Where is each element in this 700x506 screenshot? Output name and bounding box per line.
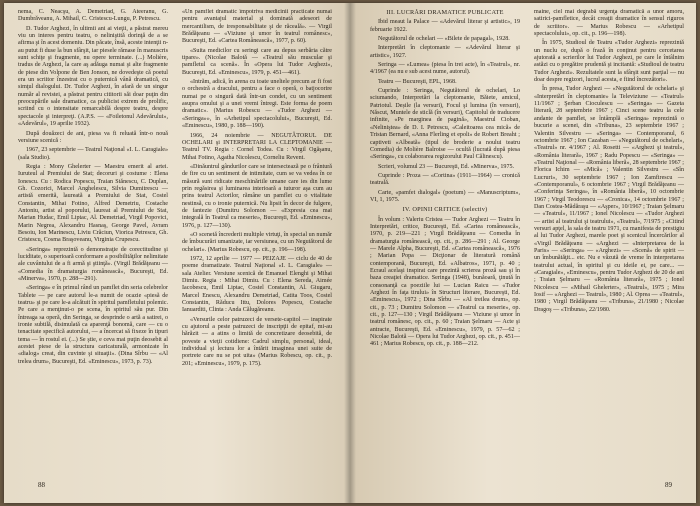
paragraph: Interpretări în cleptomanie — «Adevărul literar şi artistic», 1927. [370, 45, 520, 59]
paragraph: «Seringa» reprezintă o demonstraţie de corectitudine şi luciditate, o superioară conformare a posibilităţilor nelimitate ale cuvântului de a fi armă şi ştiinţă». (Virgil Brădăţeanu — «Comedia în dramaturgia românească», Bucureşti, Ed. «Minerva», 1970, p. 288—291). [18, 246, 168, 283]
paragraph: 1972, 12 aprilie — 1977 — PEIZAJE — ciclu de 40 de poeme dramatizate. Teatrul Naţional «I. L. Caragiale» — sala Atelier. Versiune scenică de Emanuel Elenghi şi Mihai Dimiu. Regia : Mihai Dimiu. Cu : Elena Sereda, Aimée Iacobescu, Emil Liptac, Costel Constantin, Al. Giugaru, Marcel Enescu, Alexandru Demetriad, Catita Toos, Costel Constantin, Răducu Ittu, Dolores Popescu, Costache Ianuarditi, Clinta : Anda Călugăreanu. [182, 256, 332, 314]
paragraph: 1967, 23 septembrie — Teatrul Naţional «I. L. Caragiale» (sala Studio). [18, 147, 168, 161]
left-page [4, 3, 350, 503]
paragraph: În 1975, Studioul de Teatru «Tudor Arghezi» reprezintă un nuclu ce, după o frază în conţinut pentru cercetarea ajutorată a scrierilor lui Tudor Arghezi, pe care le întâlnim astăzi cu o pregătire prudentă şi incitantă: «Studioul de teatru Tudor Arghezi». Rezultatele sunt la sfârşit sunt parţial — nu doar despre regizori, lucrul acesta, e fiind încrezători». [534, 40, 684, 84]
paragraph: După douăzeci de ani, piesa va fi reluată într-o nouă versiune scenică : [18, 130, 168, 144]
paragraph: «Versurile celor patruzeci de versete-capitol — inspirate cu ajutorul a peste patruzeci de inscripţii de epitaf, mi-au hărăzit — a atins o limită de concretizare deosebită, de poveste a vieţii cotidiene: Cadrul simplu, personal, ideal, individual şi lectura lor a întărit imaginea unei suite de portrete care nu se pot uita» (Marius Robescu, op. cit., p. 201; «Eminescu», 1979, p. 175). [182, 316, 332, 367]
paragraph: 1966, 24 noiembrie — NEGUTĂTORUL DE OCHELARI şi INTERPRETARI LA CLEPTOMANIE — Teatrul TV. Regia : Cornel Todea. Cu : Virgil Ogăşanu, Mihai Fotino, Agatha Nicolescu, Corneliu Revent. [182, 132, 332, 161]
paragraph: «Seringa» e în primul rând un pamflet din seria celebrelor Tablete — pe care autorul le-a numit de ocazie «piesă de teatru» şi pe care le-a alcătuit în spiritul pamfletului polemic. Pe care a menţinut-o pe scena, în spiritul său pur. Din întreaga sa operă, din Seringa, se desprinde o artă a satirei, o ironie subtilă, disimulată ca aparenţă bonomă, care — cu o tenacitate specifică autorului, — a încercat să fixeze în tipuri tema — în rostul ei. (...) Se ştie, e ceva mai puţin deosebit al acestei piese de la structura caricaturală, armonizate în «dialog» creat, din cuvinte şi situaţii». (Dina Sîrbu — «Al trelea drum», Bucureşti, Ed. «Eminescu», 1973, p. 73). [18, 285, 168, 365]
paragraph: maine, ciel mai degrabă urgenţa dramatică a unor amoru, satirici-pamfletice, decât creaţii dramatice în sensul riguros de scriitor». — Marius Robescu — «Arhetipul spectacolului», op. cit., p. 196—198). [534, 9, 684, 38]
paragraph: În volum : Valeriu Cristea — Tudor Arghezi — Teatru în Interpretări, critice, Bucureşti, Ed. «Cartea românească», 1970, p. 219—221 ; Virgil Brădăţeanu — Comedia în dramaturgia românească, op. cit., p. 286—291 ; Al. George — Marele Alpha, Bucureşti, Ed. «Cartea românească», 1976 ; Marian Popa — Dicţionar de literatură română contemporană, Bucureşti, Ed. «Albatros», 1971, p. 40 ; Ecraul acelaşi inspirat care prezintă scrierea proză sau şi în baza creaţiei dramatice. Seringa (1948), bunăoară, ţinută în consonanţă ca poeziile lui — Lucian Raicu — «Tudor Arghezi în faţa tirului» în Structuri literare, Bucureşti, Ed. «Eminescu», 1972 ; Dina Sîrbu — «Al treilea drum», op. cit., p. 73 ; Dumitru Solomon — «Teatrul ca meserie», op. cit., p. 127—130 ; Virgil Brădăţeanu — Viziune şi umor în teatrul românesc, op. cit., p. 60 ; Traian Şelmaru — Acte şi antracte, Bucureşti, Ed. «Eminescu», 1979, p. 57—62 ; Nicolae Balotă — Opera lui Tudor Arghezi, op. cit., p. 451—461 ; Marius Robescu, op. cit., p. 188—212. [370, 216, 520, 348]
book-spread [4, 3, 696, 503]
left-column-1 [18, 9, 168, 489]
paragraph: «O scenetă încrederii multiple virtuţi, în special un număr de îmbucurări umanizate, iar versiunea, cu un Negutătorul de ochelari». (Marius Robescu, op. cit., p. 196—198). [182, 231, 332, 253]
section-heading: IV. OPINII CRITICE (selectiv) [402, 206, 488, 214]
book-gutter [344, 3, 356, 503]
paragraph: D. Tudor Arghezi, în ultimii ani ai vieţii, a păstrat mereu viu un interes pentru teatru, o neliniştită dorinţă de a se afirma şi în acest domeniu. Din păcate, însă, aceste intenţii n-au putut fi duse la bun sfârşit, iar piesele rămase în manuscris sunt schiţe şi fragmente, nu opere terminate. (...) Molière, tradus de Arghezi, la care aş adăuga numai şi alte fragmente de piese din Volpone de Ben Jonson, ne dovedeşte că poetul era un scriitor înzestrat cu o puternică vână dramatică, cu simţul dialogului. Dr. Tudor Arghezi, în afară de un singur număr al revistei, a păstrat pentru cititorii săi doar puţin din preocupările sale dramatice, ca publicist extrem de prolific, scriind cu o intensitate remarcabilă despre teatru, despre spectacole şi interpreţi. (A.P.S. — «Foiletonul Adevărului», «Adevărul», 19 aprilie 1932). [18, 25, 168, 128]
paragraph: Teatru — Bucureşti, EPL, 1968. [378, 78, 457, 85]
left-column-2 [182, 9, 332, 489]
paragraph: Negutătorul de ochelari — «Bilete de papagal», 1928. [378, 36, 510, 43]
paragraph: «Intrăm, adică, în arena cu toate uneltele precum ar fi fost o orchestră a dracului, pentru a face o operă, o batjocorire numai pe o singură dată într-un condei, cu un sentiment asupra omului şi a unei vremi întregi. Este forma de poem dramatic». (Marius Robescu — «Tudor Arghezi — «Seringa»», în «Arhetipul spectacolului», Bucureşti, Ed. «Eminescu», 1980, p. 188—190). [182, 79, 332, 130]
paragraph: Cuprinde : Proza — «Cortina» (1911—1964) — cronică teatrală. [370, 172, 520, 187]
right-page [350, 3, 696, 503]
paragraph: «Un pamflet dramatic împotriva medicinii practicate numai pentru avantajul material şi dominată adeseori de mercantilism, de iresponsabilitate şi de răceală». — Virgil Brădăţeanu — «Viziune şi umor în teatrul românesc», Bucureşti, Ed. «Cartea Românească», 1977, p. 60). [182, 9, 332, 45]
paragraph: Seringa — «Lumea» (piesa în trei acte), în «Teatrul», nr. 4/1967 (ea nu e sub acest nume, autorul). [370, 62, 520, 76]
paragraph: În presa, Tudor Arghezi — «Negutătorul de ochelari» şi «Interpretări în cleptomanie» la Televiziune — «Teatrul» 11/1967 ; Şerban Cioculescu — «Seringa» — Gazeta literară, 28 septembrie 1967 ; Cinci scene teatru la cele andante de pamflet, se întâmplă «Seringa» reprezintă o bucurie a scenei, din «Tribuna», 23 septembrie 1967 ; Valentin Silvestru — «Seringa» — Contemporanul, 6 octombrie 1967 ; Ion Cazaban — «Negutătorul de ochelari», «Teatrul» nr. 4/1967 ; Al. Rosetti — «Arghezi şi teatrul», «România literară», 1967 ; Radu Popescu — «Seringa» — «Teatrul Naţional — «România liberă», 28 septembrie 1967 ; Florica Ichim — «Mică» ; Valentin Silvestru — «Sîn Lucruri», 30 septembrie 1967 ; Ion Zamfirescu — «Contemporanul», 6 octombrie 1967 ; Virgil Brădăţeanu — «Conferinţa Seringa», în «România liberă», 10 octombrie 1967 ; Virgil Teodorescu — «Cronica», 14 octombrie 1967 ; Dan Costea-Mădăraşu — «Aşper», 10/1967 ; Traian Şelmaru — «Teatrul», 11/1967 ; Ionel Nicolescu — «Tudor Arghezi — artist al teatrului şi teatrului», «Teatrul», 7/1975 ; «Citind versuri apţel, la sala de teatru 1971, cu manifesta de prestigiu al lui Tudor Arghezi, marele poet şi scenicul încercărilor al «Virgil Brădăţeanu — «Arghezi — «Interpretarea de la Paris» — «Seringa» — «Arghezi» — «Scenă» de spirit — un îmbunătăţit... etc. Nu e văzută de vreme în interpretarea teatrului actual, în spiritul şi cu ideile ei, pe care... — «Caragiale», «Eminescu», pentru Tudor Arghezi de 20 de ani ; Traian Şelmaru — «România literară», 1975 ; Ionel Nicolescu — «Mihail Ghelerter», «Teatrul», 1975 ; Mira Iosif — «Arghezi — Teatrul», 1980 ; Al. Oprea — «Teatrul», 1980 ; Virgil Brădăţeanu — «Tribuna», 21/1980 ; Nicolae Dragoş — «Tribuna», 22/1980. [534, 86, 684, 313]
right-column-1 [370, 9, 520, 489]
paragraph: Scrieri, volumul 23 — Bucureşti, Ed. «Minerva», 1975. [378, 163, 515, 170]
right-column-2 [534, 9, 684, 489]
page-number: 88 [38, 481, 45, 489]
section-heading: III. LUCRĂRI DRAMATICE PUBLICATE [386, 9, 504, 16]
paragraph: «Suita medicilor cu seringi care au depus serbăria către tipare». (Nicolae Balotă — «Teatrul său muscular şi pamfletul ca scenă». În «Opera lui Tudor Arghezi», Bucureşti, Ed. «Eminescu», 1979, p. 451—461). [182, 47, 332, 76]
paragraph: Cuprinde : Seringa, Negutătorul de ochelari, Lo sciumando, Interpretări la cleptomanie, Băiete, amicul, Patriotul. Deșile (la versuri), Focul şi lumina (în versuri), Născut, Muntele de sticlă (în versuri), Capitolul de traducere infinite, «Pe marginea de pagină», Maestrul Cioban, «Neliniştea» de D. I. Petrescu, «Caleitoarea cea mică» de Tristan Bernard, «Anna Flerling et epoli» de Robert Breaht ; captiveti «Albeată» (tipul de broderie a noului teatru Comedia) de Molière Balroise — ocultă (lucrată după piesa «Seringa», cu colaborarea regizorului Paul Călinescu). [370, 88, 520, 161]
paragraph: Regia : Mony Ghelerter — Maestru emerit al artei. Iuruteul al Premiului de Stat; decoruri şi costume : Elena Ionescu. Cu : Rodica Popescu, Traian Stănescu, C. Duplan, Gh. Cozorici, Marcel Anghelescu, Silvia Dumitrescu — artistă emerită, laureată a Premiului de Stat, Costel Constantin, Mihai Fotino, Alfred Demetriu, Costache Antoniu, artist al poporului, laureat al Premiului de Stat, Marian Hudac, Emil Liptac, Al. Demetriad, Virgil Popovici, Marin Negrea, Alexandru Hasnaş, George Pavel, Avram Besoiu, Ion Marinescu, Liviu Crăciun, Viorica Petrescu, Gh. Cristescu, Cosma Braşoveanu, Virginia Crupescu. [18, 163, 168, 244]
paragraph: Ibid meaut la Palace — «Adevărul literar şi artistic», 19 februarie 1922. [370, 19, 520, 33]
paragraph: Carte, «pamfet dialogal» (poetum) — «Manuscriptum», VI, 1, 1975. [370, 189, 520, 203]
paragraph: «Dinăuntrul gândurilor care se intersectează pe o frântură de fire cu un sentiment de intimitate, cum se va vedea în ce măsură sunt ridicate meschinăriile umane care ies din lume prin regăsirea şi luminarea interioară a tuturor aşa cum au prins teatrul Actorilor, rămâne un pamflet cu o vitalitate nestinsă, cu o ironie puternică. Nu lipsit în decor de fulgere, de fantezie (Dumitru Solomon — «Expresia cea mai integrală în Teatrul ca meserie», Bucureşti, Ed. «Eminescu», 1976, p. 127—130). [182, 163, 332, 229]
paragraph: nema, C. Neacşu, A. Demetriad, G. Ateeranu, G. Dumbrăveanu, A. Mihail, C. Cristescu-Lungu, P. Petrescu. [18, 9, 168, 23]
page-number: 89 [665, 481, 672, 489]
